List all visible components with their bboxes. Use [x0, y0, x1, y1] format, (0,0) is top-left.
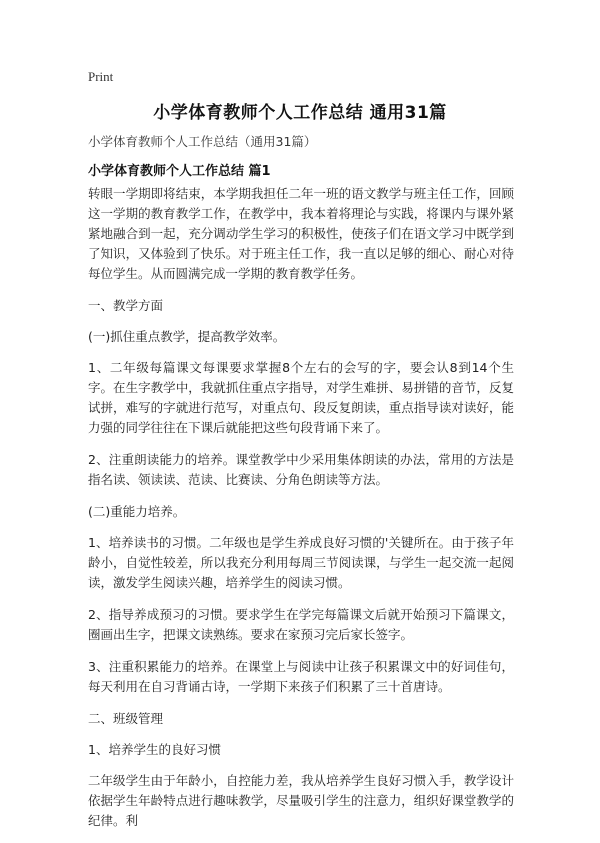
body-paragraph-reading-habit: 1、培养读书的习惯。二年级也是学生养成良好习惯的'关键所在。由于孩子年龄小，自觉性较差，所以我充分利用每周三节阅读课，与学生一起交流一起阅读，激发学生阅读兴趣，培养学生的阅读习惯。 — [88, 535, 514, 590]
body-paragraph-reading-aloud: 2、注重朗读能力的培养。课堂教学中少采用集体朗读的办法，常用的方法是指名读、领读读、范读、比赛读、分角色朗读等方法。 — [88, 452, 514, 487]
body-paragraph-habits-detail: 二年级学生由于年龄小，自控能力差，我从培养学生良好习惯入手，教学设计依据学生年龄特点进行趣味教学，尽量吸引学生的注意力，组织好课堂教学的纪律。利 — [88, 773, 514, 828]
heading-teaching: 一、教学方面 — [88, 298, 164, 313]
subheading-focus-teaching: (一)抓住重点教学，提高教学效率。 — [88, 329, 286, 344]
section-heading: 小学体育教师个人工作总结 篇1 — [88, 164, 271, 179]
document-body — [88, 184, 514, 843]
subheading-ability: (二)重能力培养。 — [88, 504, 186, 519]
body-paragraph-intro: 转眼一学期即将结束，本学期我担任二年一班的语文教学与班主任工作，回顾这一学期的教育教学工作，在教学中，我本着将理论与实践，将课内与课外紧紧地融合到一起，充分调动学生学习的积极性，使孩子们在语文学习中既学到了知识，又体验到了快乐。对于班主任工作，我一直以足够的细心、耐心对待每位学生。从而圆满完成一学期的教育教学任务。 — [88, 186, 514, 281]
print-link[interactable]: Print — [88, 69, 114, 84]
body-paragraph-accumulation: 3、注重积累能力的培养。在课堂上与阅读中让孩子积累课文中的好词佳句，每天利用在自习背诵古诗，一学期下来孩子们积累了三十首唐诗。 — [88, 659, 514, 694]
body-paragraph-characters: 1、二年级每篇课文每课要求掌握8个左右的会写的字，要会认8到14个生字。在生字教学中，我就抓住重点字指导，对学生难拼、易拼错的音节，反复试拼，难写的字就进行范写，对重点句、段反复朗读，重点指导读对读好，能力强的同学往往在下课后就能把这些句段背诵下来了。 — [88, 360, 514, 435]
subheading-good-habits: 1、培养学生的良好习惯 — [88, 742, 221, 757]
document-subtitle: 小学体育教师个人工作总结（通用31篇） — [88, 134, 317, 149]
body-paragraph-preview-habit: 2、指导养成预习的习惯。要求学生在学完每篇课文后就开始预习下篇课文，圈画出生字，把课文读熟练。要求在家预习完后家长签字。 — [88, 607, 514, 642]
heading-class-management: 二、班级管理 — [88, 711, 164, 726]
page-title: 小学体育教师个人工作总结 通用31篇 — [153, 103, 447, 123]
